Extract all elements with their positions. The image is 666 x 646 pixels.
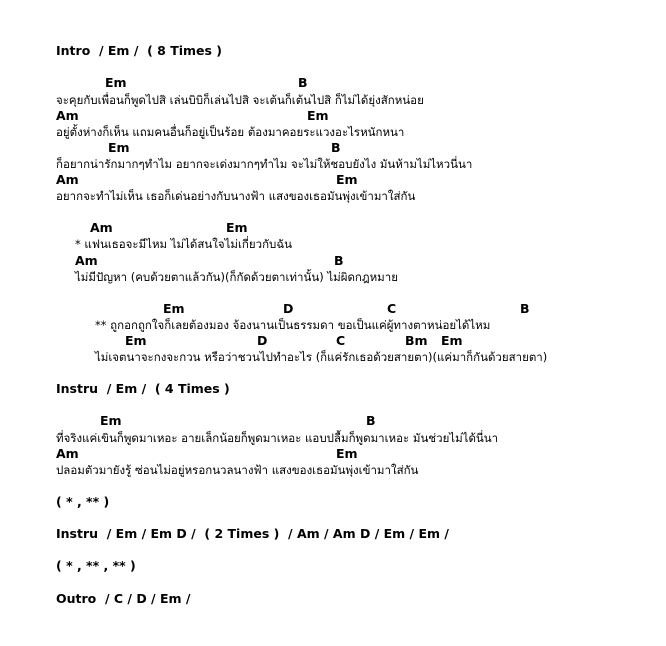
lyric-line: ไม่มีปัญหา (คบด้วยตาแล้วกัน)(ก็กัดด้วยตาเท่านั้น) ไม่ผิดกฎหมาย [75,270,398,284]
lyric-line: อยากจะทำไม่เห็น เธอก็เด่นอย่างกับนางฟ้า แสงของเธอมันพุ่งเข้ามาใส่กัน [56,189,416,203]
chord-am: Am [90,220,113,235]
instru-line: Instru / Em / ( 4 Times ) [56,381,230,396]
chord-d: D [283,301,294,316]
chord-em: Em [108,140,130,155]
lyric-line: ปลอมตัวมายังรู้ ซ่อนไม่อยู่หรอกนวลนางฟ้า แสงของเธอมันพุ่งเข้ามาใส่กัน [56,463,419,477]
chord-b: B [366,413,376,428]
chord-c: C [336,333,346,348]
verse-star-line: * แฟนเธอจะมีไหม ไม่ได้สนใจไม่เกี่ยวกับฉัน [75,237,293,251]
chord-b: B [298,75,308,90]
chord-em: Em [163,301,185,316]
chord-am: Am [75,253,98,268]
chord-am: Am [56,108,79,123]
instru-line: Instru / Em / Em D / ( 2 Times ) / Am / Am D / Em / Em / [56,526,449,541]
chord-em: Em [226,220,248,235]
lyric-line: ไม่เจตนาจะกงจะกวน หรือว่าชวนไปทำอะไร (ก็แค่รักเธอด้วยสายตา)(แค่มาก็กันด้วยสายตา) [95,350,548,364]
chorus-line: ** ถูกอกถูกใจก็เลยต้องมอง จ้องนานเป็นธรรมดา ขอเป็นแค่ผู้ทางตาหน่อยได้ไหม [95,318,491,332]
lyric-line: อยู่ตั้งห่างก็เห็น แถมคนอื่นก็อยู่เป็นร้อย ต้องมาคอยระแวงอะไรหนักหนา [56,125,405,139]
chord-em: Em [441,333,463,348]
chord-em: Em [105,75,127,90]
repeat-marker: ( * , ** ) [56,494,110,509]
chord-am: Am [56,446,79,461]
chord-bm: Bm [405,333,428,348]
lyric-line: ก็อยากน่ารักมากๆทำไม อยากจะเด่งมากๆทำไม จะไม่ให้ชอบยังไง มันห้ามไม่ไหวนี่นา [56,157,473,171]
repeat-marker: ( * , ** , ** ) [56,558,136,573]
chord-em: Em [125,333,147,348]
lyric-line: จะคุยกับเพื่อนก็พูดไปสิ เล่นบิบิก็เล่นไปสิ จะเต้นก็เต้นไปสิ ก็ไม่ได้ยุ่งสักหน่อย [56,93,424,107]
chord-d: D [257,333,268,348]
outro-line: Outro / C / D / Em / [56,591,191,606]
chord-em: Em [307,108,329,123]
chord-em: Em [336,172,358,187]
chord-b: B [331,140,341,155]
chord-am: Am [56,172,79,187]
chord-c: C [387,301,397,316]
chord-em: Em [336,446,358,461]
intro-line: Intro / Em / ( 8 Times ) [56,43,223,58]
lyric-line: ที่จริงแค่เขินก็พูดมาเหอะ อายเล็กน้อยก็พูดมาเหอะ แอบปลื้มก็พูดมาเหอะ มันช่วยไม่ได้นี่นา [56,431,499,445]
chord-b: B [334,253,344,268]
chord-em: Em [100,413,122,428]
chord-b: B [520,301,530,316]
